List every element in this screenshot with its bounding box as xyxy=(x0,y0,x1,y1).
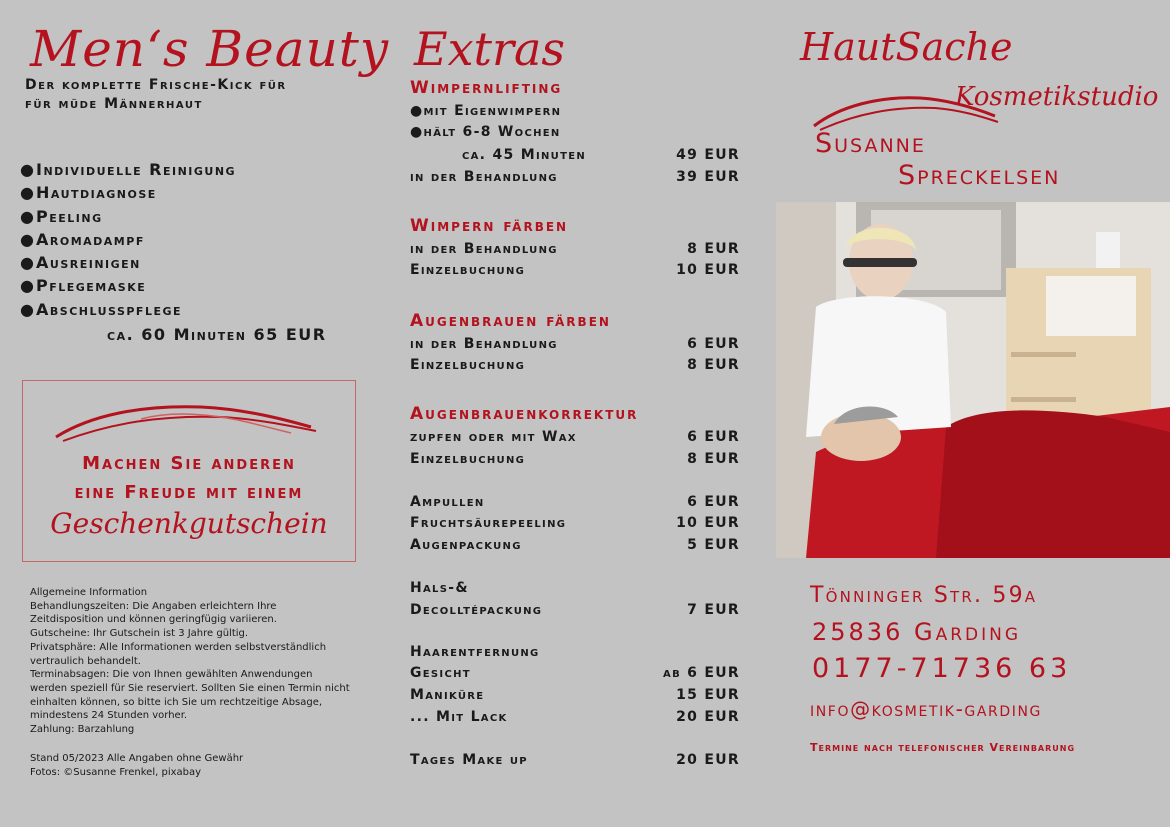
mens-subtitle xyxy=(25,76,355,114)
price: 7 EUR xyxy=(687,602,740,618)
brand-kosmetikstudio: Kosmetikstudio xyxy=(955,82,1159,112)
address-city: 25836 Garding xyxy=(812,618,1022,646)
section-heading-wimpernlifting: Wimpernlifting xyxy=(410,78,563,98)
price: 5 EUR xyxy=(687,537,740,553)
price-row: Augenpackung 5 EUR xyxy=(410,537,740,553)
price-row: ca. 45 Minuten 49 EUR xyxy=(462,147,740,163)
list-item: ●Ausreinigen xyxy=(20,251,236,274)
price: 10 EUR xyxy=(676,515,740,531)
price-row: in der Behandlung 8 EUR xyxy=(410,241,740,257)
price-row: zupfen oder mit Wax 6 EUR xyxy=(410,429,740,445)
address-street: Tönninger Str. 59a xyxy=(810,583,1038,608)
appointment-note: Termine nach telefonischer Vereinbarung xyxy=(810,741,1076,754)
email-address[interactable]: info@kosmetik-garding xyxy=(810,697,1042,721)
photo-illustration xyxy=(776,202,1170,558)
bullet-icon: ● xyxy=(410,124,424,140)
price: 49 EUR xyxy=(676,147,740,163)
bullet-icon: ● xyxy=(20,229,36,249)
price: 6 EUR xyxy=(687,429,740,445)
bullet-icon: ● xyxy=(20,206,36,226)
price-row: ●hält 6-8 Wochen xyxy=(410,124,561,140)
mens-beauty-title: Men‘s Beauty xyxy=(30,20,390,78)
info-paragraph: Terminabsagen: Die von Ihnen gewählten Anwendungen werden speziell für Sie reserviert. Sollten Sie einen Termin nicht einhalten können, so bitte ich Sie um rechtzeitige Absage, mindestens 24 Stunden vorher. xyxy=(30,669,350,722)
list-item: ●Pflegemaske xyxy=(20,274,236,297)
photo-credit: Fotos: ©Susanne Frenkel, pixabay xyxy=(30,767,202,778)
price: 6 EUR xyxy=(687,494,740,510)
price-row: Tages Make up 20 EUR xyxy=(410,752,740,768)
extras-title: Extras xyxy=(414,22,566,76)
price-row: Decolltépackung 7 EUR xyxy=(410,602,740,618)
mens-subtitle-line-2: für müde Männerhaut xyxy=(25,96,203,112)
info-paragraph: Zahlung: Barzahlung xyxy=(30,724,135,736)
price-row: Einzelbuchung 10 EUR xyxy=(410,262,740,278)
section-heading-augenbrauenkorrektur: Augenbrauenkorrektur xyxy=(410,404,639,424)
voucher-script-title: Geschenkgutschein xyxy=(50,507,328,540)
bullet-icon: ● xyxy=(20,276,36,296)
price-row: Fruchtsäurepeeling 10 EUR xyxy=(410,515,740,531)
price-row: ●mit Eigenwimpern xyxy=(410,103,562,119)
bullet-icon: ● xyxy=(20,253,36,273)
bullet-icon: ● xyxy=(410,103,424,119)
price-row: Maniküre 15 EUR xyxy=(410,687,740,703)
price-row: ... Mit Lack 20 EUR xyxy=(410,709,740,725)
price: 8 EUR xyxy=(687,241,740,257)
price-row: Haarentfernung xyxy=(410,644,540,660)
bullet-icon: ● xyxy=(20,183,36,203)
voucher-box xyxy=(22,380,356,562)
info-heading: Allgemeine Information xyxy=(30,587,148,598)
stand-note xyxy=(30,752,243,780)
price-row: in der Behandlung 6 EUR xyxy=(410,336,740,352)
mens-duration-price: ca. 60 Minuten 65 EUR xyxy=(107,325,327,344)
list-item: ●Peeling xyxy=(20,205,236,228)
owner-last-name: Spreckelsen xyxy=(898,160,1061,191)
price: 15 EUR xyxy=(676,687,740,703)
owner-first-name: Susanne xyxy=(815,128,926,159)
price-row: Ampullen 6 EUR xyxy=(410,494,740,510)
bullet-icon: ● xyxy=(20,160,36,179)
info-paragraph: Behandlungszeiten: Die Angaben erleichtern Ihre Zeitdisposition und können geringfügig variieren. xyxy=(30,600,277,626)
price-row: Einzelbuchung 8 EUR xyxy=(410,357,740,373)
price: 8 EUR xyxy=(687,357,740,373)
list-item: ●Abschlusspflege xyxy=(20,298,236,321)
info-paragraph: Gutscheine: Ihr Gutschein ist 3 Jahre gültig. xyxy=(30,628,249,640)
general-info xyxy=(30,586,350,737)
treatment-photo xyxy=(776,202,1170,558)
price: 39 EUR xyxy=(676,169,740,185)
mens-treatment-list xyxy=(20,158,236,321)
list-item: ●Individuelle Reinigung xyxy=(20,158,236,181)
voucher-line-1: Machen Sie anderen xyxy=(82,453,296,474)
price: 6 EUR xyxy=(687,336,740,352)
section-heading-wimpern-faerben: Wimpern färben xyxy=(410,216,569,236)
bullet-icon: ● xyxy=(20,299,36,319)
price: 10 EUR xyxy=(676,262,740,278)
price-row: Hals-& xyxy=(410,580,469,596)
price: ab 6 EUR xyxy=(663,665,740,681)
price: 20 EUR xyxy=(676,752,740,768)
price-row: Gesicht ab 6 EUR xyxy=(410,665,740,681)
price-row: in der Behandlung 39 EUR xyxy=(410,169,740,185)
section-heading-augenbrauen-faerben: Augenbrauen färben xyxy=(410,311,611,331)
phone-number[interactable]: 0177-71736 63 xyxy=(812,653,1072,684)
brand-hautsache: HautSache xyxy=(800,25,1013,69)
stand-text: Stand 05/2023 Alle Angaben ohne Gewähr xyxy=(30,753,244,764)
car-swoosh-icon xyxy=(51,397,331,447)
mens-subtitle-line-1: Der komplette Frische-Kick für xyxy=(25,77,287,93)
list-item: ●Aromadampf xyxy=(20,228,236,251)
list-item: ●Hautdiagnose xyxy=(20,181,236,204)
voucher-line-2: eine Freude mit einem xyxy=(74,482,304,503)
info-paragraph: Privatsphäre: Alle Informationen werden selbstverständlich vertraulich behandelt. xyxy=(30,641,327,667)
price-row: Einzelbuchung 8 EUR xyxy=(410,451,740,467)
price: 8 EUR xyxy=(687,451,740,467)
price: 20 EUR xyxy=(676,709,740,725)
